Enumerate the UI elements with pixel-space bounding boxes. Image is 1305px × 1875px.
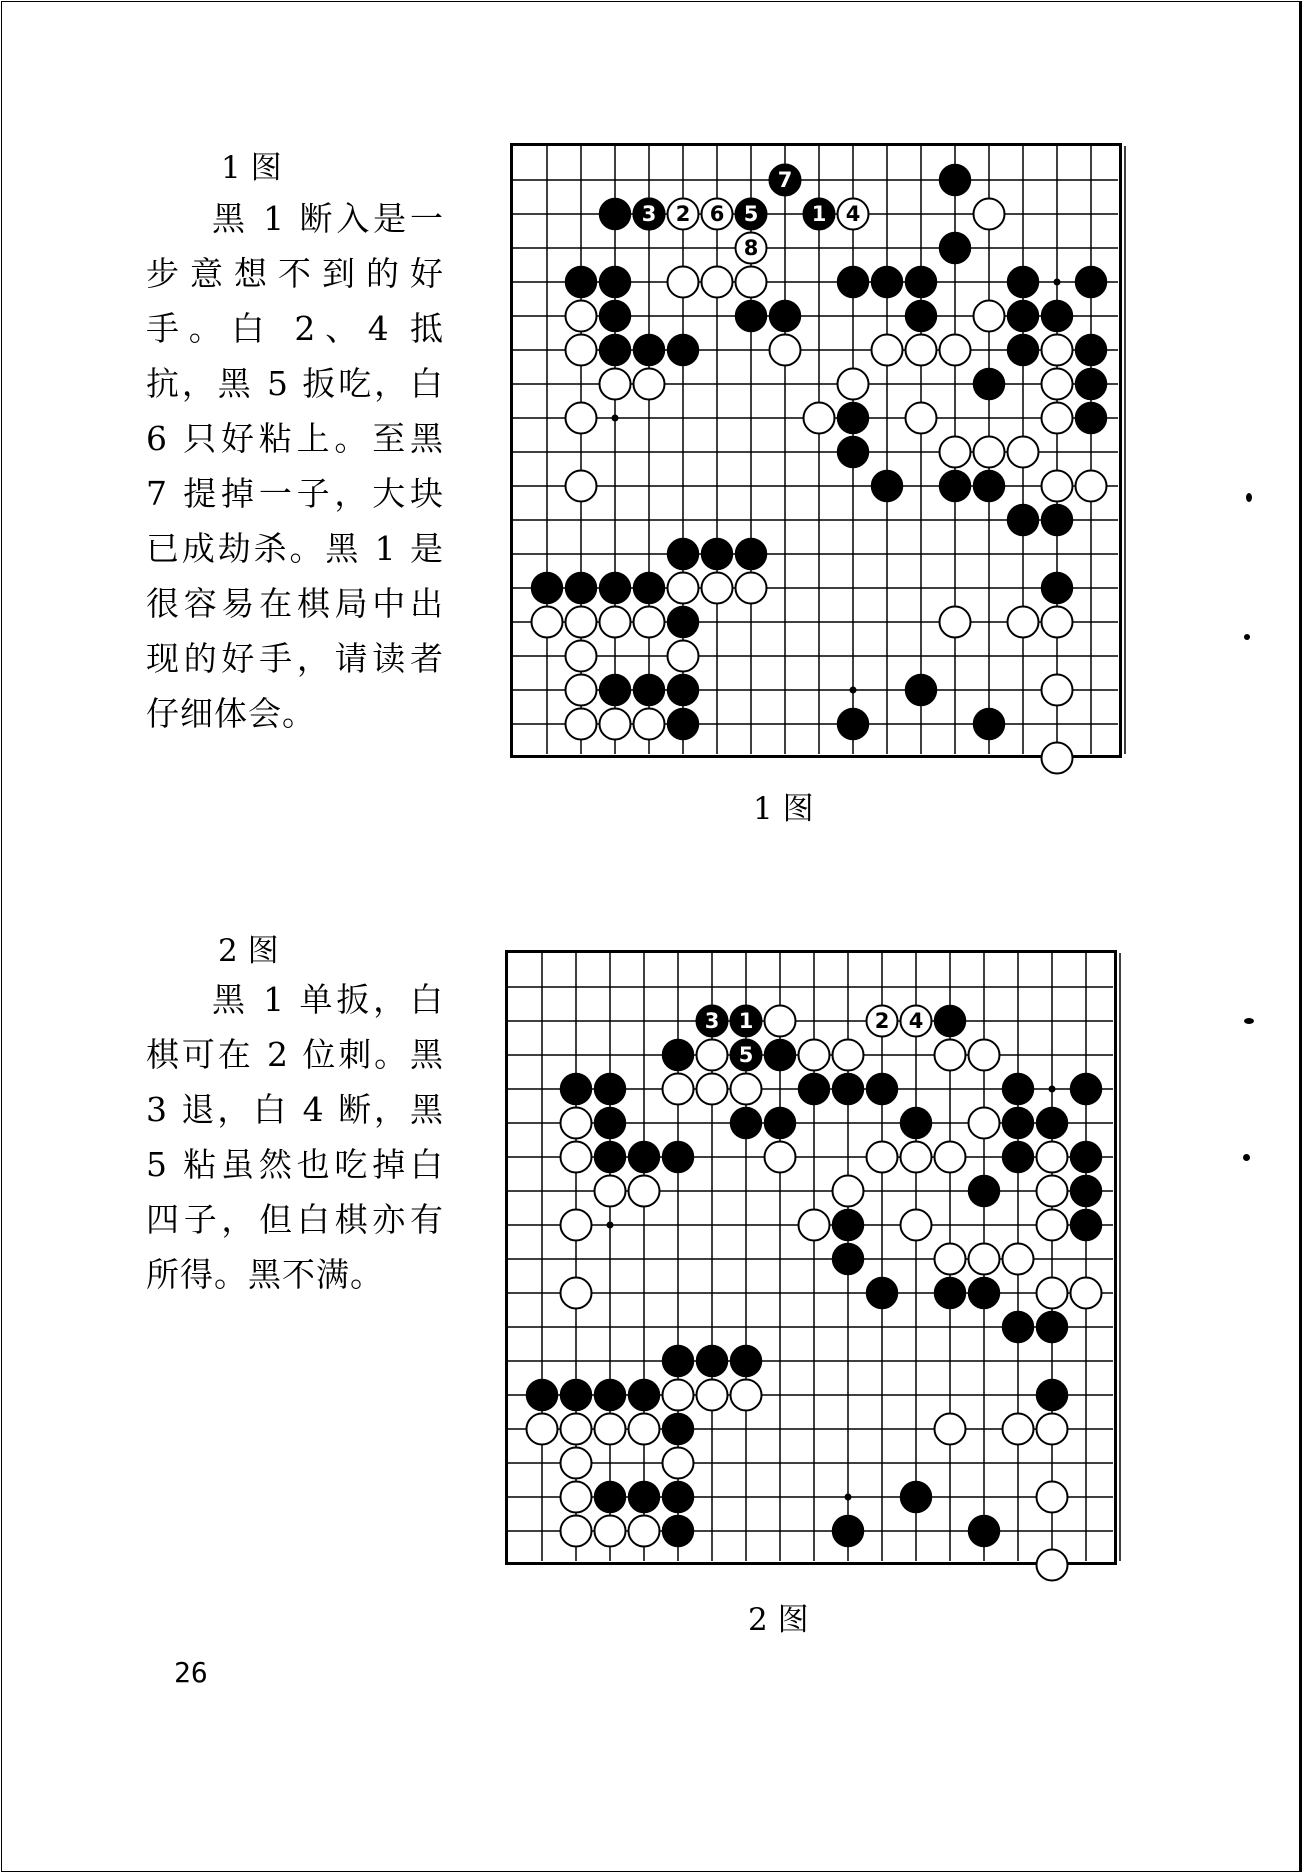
black-stone [906,301,937,332]
scan-speck [1244,634,1250,640]
black-stone [1003,1108,1034,1139]
black-stone [1042,301,1073,332]
black-stone [833,1516,864,1547]
black-stone [1071,1176,1102,1207]
white-stone [867,1142,898,1173]
black-stone [663,1482,694,1513]
white-stone [1037,1414,1068,1445]
move-number-label: 4 [845,202,861,226]
black-stone [561,1074,592,1105]
white-stone [663,1448,694,1479]
black-stone [906,267,937,298]
black-stone [1037,1108,1068,1139]
black-stone [1008,301,1039,332]
black-stone [561,1380,592,1411]
white-stone [527,1414,558,1445]
black-stone [634,675,665,706]
star-point [1049,1086,1056,1093]
white-stone [561,1210,592,1241]
scan-speck [1243,1154,1250,1161]
white-stone [566,675,597,706]
black-stone [1076,267,1107,298]
white-stone [1076,471,1107,502]
black-stone [595,1482,626,1513]
white-stone [595,1516,626,1547]
black-stone [833,1244,864,1275]
white-stone [770,335,801,366]
white-stone [697,1074,728,1105]
white-stone [566,641,597,672]
star-point [1054,279,1061,286]
black-stone [595,1142,626,1173]
black-stone [527,1380,558,1411]
white-stone [940,607,971,638]
black-stone [901,1482,932,1513]
white-stone [663,1074,694,1105]
black-stone [697,1346,728,1377]
black-stone [1008,267,1039,298]
white-stone [668,267,699,298]
white-stone [629,1176,660,1207]
white-stone [906,335,937,366]
black-stone [600,199,631,230]
white-stone [1042,743,1073,774]
white-stone [974,301,1005,332]
white-stone [906,403,937,434]
white-stone [561,1448,592,1479]
white-stone [804,403,835,434]
black-stone [1003,1074,1034,1105]
black-stone [872,267,903,298]
white-stone [1042,335,1073,366]
white-stone [600,709,631,740]
white-stone [901,1210,932,1241]
black-stone [833,1210,864,1241]
white-stone [697,1040,728,1071]
white-stone [833,1176,864,1207]
black-stone [974,471,1005,502]
white-stone [1037,1550,1068,1581]
black-stone [838,403,869,434]
white-stone [561,1142,592,1173]
white-stone [634,369,665,400]
star-point [612,415,619,422]
white-stone [1037,1176,1068,1207]
black-stone [1008,335,1039,366]
black-stone [1076,335,1107,366]
white-stone [1037,1482,1068,1513]
white-stone [935,1414,966,1445]
white-stone [731,1074,762,1105]
white-stone [974,437,1005,468]
black-stone [663,1414,694,1445]
white-stone [1008,607,1039,638]
white-stone [561,1278,592,1309]
white-stone [969,1108,1000,1139]
white-stone [969,1040,1000,1071]
figure-2-paragraph: 黑 1 单扳，白棋可在 2 位刺。黑 3 退，白 4 断，黑 5 粘虽然也吃掉白四子，但白棋亦有所得。黑不满。 [146,980,444,1294]
move-number-label: 6 [709,202,725,226]
black-stone [668,539,699,570]
white-stone [940,437,971,468]
black-stone [974,709,1005,740]
black-stone [634,335,665,366]
black-stone [731,1346,762,1377]
black-stone [1071,1142,1102,1173]
white-stone [1037,1278,1068,1309]
go-board-figure-1 [510,143,1122,763]
black-stone [629,1380,660,1411]
black-stone [595,1108,626,1139]
white-stone [595,1414,626,1445]
black-stone [663,1142,694,1173]
white-stone [838,369,869,400]
move-number-label: 3 [704,1009,720,1033]
white-stone [561,1482,592,1513]
black-stone [969,1516,1000,1547]
white-stone [1071,1278,1102,1309]
black-stone [935,1006,966,1037]
black-stone [969,1176,1000,1207]
black-stone [872,471,903,502]
move-number-label: 1 [738,1009,754,1033]
white-stone [1003,1414,1034,1445]
black-stone [974,369,1005,400]
white-stone [600,607,631,638]
figure-2-heading: 2 图 [218,933,279,969]
black-stone [736,539,767,570]
white-stone [595,1176,626,1207]
black-stone [600,675,631,706]
black-stone [1042,505,1073,536]
white-stone [561,1516,592,1547]
move-number-label: 7 [777,168,793,192]
white-stone [668,641,699,672]
white-stone [799,1040,830,1071]
black-stone [668,607,699,638]
white-stone [935,1142,966,1173]
white-stone [668,573,699,604]
white-stone [634,709,665,740]
white-stone [799,1210,830,1241]
white-stone [702,267,733,298]
white-stone [663,1380,694,1411]
white-stone [600,369,631,400]
black-stone [600,573,631,604]
black-stone [1071,1210,1102,1241]
black-stone [634,573,665,604]
move-number-label: 5 [738,1043,754,1067]
white-stone [969,1244,1000,1275]
white-stone [765,1006,796,1037]
black-stone [935,1278,966,1309]
black-stone [1071,1074,1102,1105]
black-stone [838,267,869,298]
black-stone [566,573,597,604]
black-stone [833,1074,864,1105]
white-stone [1042,403,1073,434]
black-stone [1037,1380,1068,1411]
black-stone [663,1040,694,1071]
black-stone [765,1108,796,1139]
white-stone [1042,607,1073,638]
black-stone [1037,1312,1068,1343]
move-number-label: 2 [675,202,691,226]
star-point [845,1494,852,1501]
figure-1-heading: 1 图 [221,150,282,186]
figure-1-caption: 1 图 [753,791,814,827]
move-number-label: 4 [908,1009,924,1033]
black-stone [1042,573,1073,604]
black-stone [867,1074,898,1105]
black-stone [532,573,563,604]
black-stone [595,1074,626,1105]
white-stone [731,1380,762,1411]
black-stone [799,1074,830,1105]
move-number-label: 3 [641,202,657,226]
white-stone [935,1244,966,1275]
white-stone [872,335,903,366]
white-stone [561,1108,592,1139]
white-stone [702,573,733,604]
white-stone [1003,1244,1034,1275]
white-stone [833,1040,864,1071]
white-stone [697,1380,728,1411]
white-stone [566,471,597,502]
white-stone [532,607,563,638]
black-stone [765,1040,796,1071]
white-stone [901,1142,932,1173]
white-stone [566,403,597,434]
black-stone [731,1108,762,1139]
white-stone [974,199,1005,230]
black-stone [663,1346,694,1377]
black-stone [600,301,631,332]
black-stone [600,335,631,366]
black-stone [838,709,869,740]
white-stone [736,267,767,298]
white-stone [1037,1210,1068,1241]
white-stone [629,1414,660,1445]
black-stone [668,709,699,740]
white-stone [1042,675,1073,706]
black-stone [595,1380,626,1411]
black-stone [940,471,971,502]
black-stone [629,1482,660,1513]
black-stone [663,1516,694,1547]
black-stone [1076,369,1107,400]
black-stone [566,267,597,298]
white-stone [629,1516,660,1547]
white-stone [561,1414,592,1445]
black-stone [1076,403,1107,434]
white-stone [1042,471,1073,502]
page-number: 26 [174,1656,208,1689]
white-stone [634,607,665,638]
white-stone [566,301,597,332]
white-stone [1008,437,1039,468]
scan-speck [1244,1018,1254,1024]
move-number-label: 1 [811,202,827,226]
black-stone [1008,505,1039,536]
black-stone [901,1108,932,1139]
scan-speck [1246,493,1252,502]
black-stone [668,335,699,366]
black-stone [629,1142,660,1173]
black-stone [940,165,971,196]
white-stone [736,573,767,604]
figure-1-paragraph: 黑 1 断入是一步意想不到的好手。白 2、4 抵抗，黑 5 扳吃，白 6 只好粘上。至黑 7 提掉一子，大块已成劫杀。黑 1 是很容易在棋局中出现的好手，请读者仔细体会。 [146,199,444,733]
white-stone [566,335,597,366]
white-stone [1042,369,1073,400]
white-stone [935,1040,966,1071]
white-stone [940,335,971,366]
black-stone [969,1278,1000,1309]
star-point [850,687,857,694]
black-stone [770,301,801,332]
black-stone [906,675,937,706]
white-stone [1037,1142,1068,1173]
black-stone [1003,1312,1034,1343]
black-stone [702,539,733,570]
black-stone [867,1278,898,1309]
move-number-label: 8 [743,236,759,260]
black-stone [600,267,631,298]
black-stone [736,301,767,332]
black-stone [1003,1142,1034,1173]
white-stone [566,709,597,740]
move-number-label: 2 [874,1009,890,1033]
white-stone [566,607,597,638]
black-stone [838,437,869,468]
black-stone [940,233,971,264]
star-point [607,1222,614,1229]
black-stone [668,675,699,706]
white-stone [765,1142,796,1173]
go-board-figure-2 [505,950,1117,1570]
figure-2-caption: 2 图 [748,1602,809,1638]
move-number-label: 5 [743,202,759,226]
